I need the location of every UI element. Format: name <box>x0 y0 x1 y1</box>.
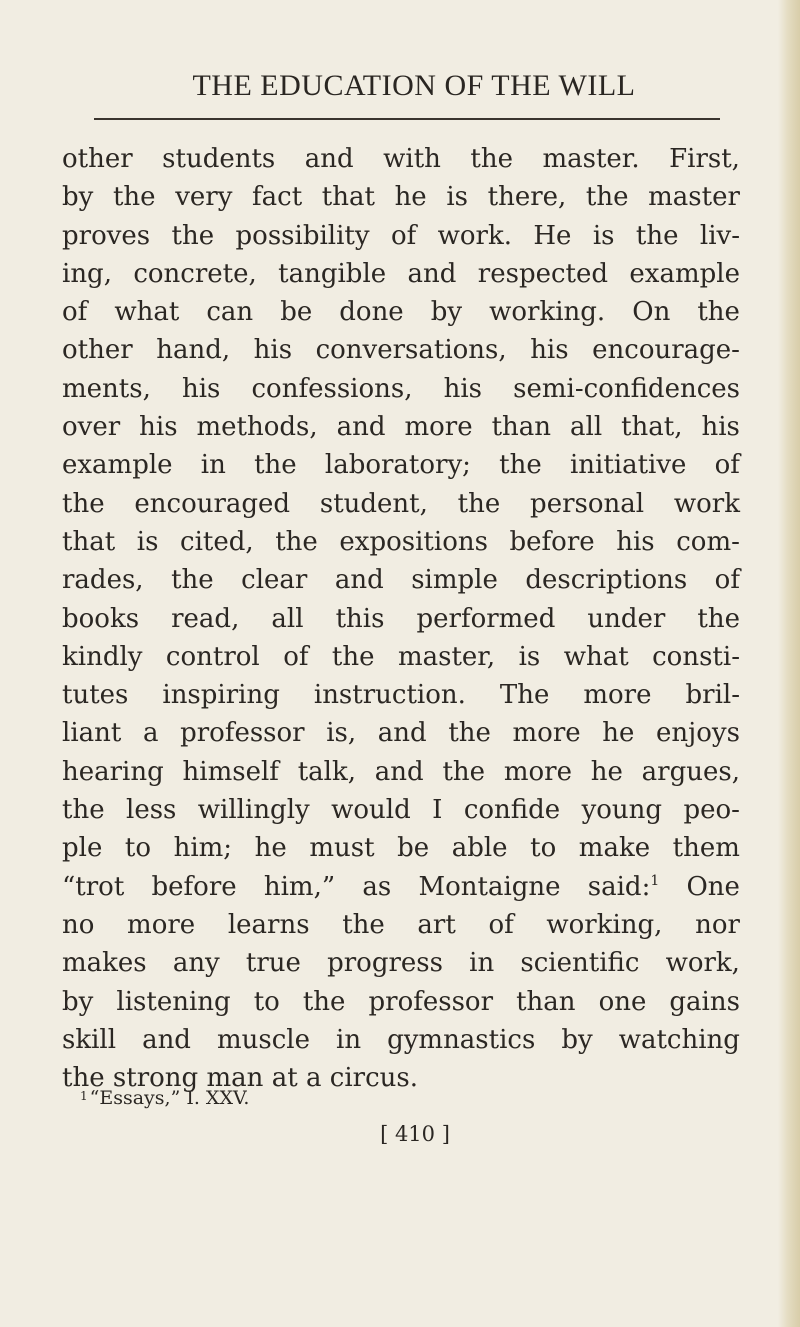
text-line: other students and with the master. First, <box>62 144 740 174</box>
text-line: ple to him; he must be able to make them <box>62 833 740 864</box>
text-line: ing, concrete, tangible and respected example <box>62 258 740 289</box>
footnote-text: “Essays,” I. XXV. <box>89 1087 250 1109</box>
text-line: over his methods, and more than all that, his <box>62 412 740 443</box>
running-head: THE EDUCATION OF THE WILL <box>192 69 636 102</box>
text-line: the encouraged student, the personal work <box>62 488 740 519</box>
text-line: of what can be done by working. On the <box>62 297 740 328</box>
text-line: proves the possibility of work. He is the liv- <box>62 220 740 251</box>
text-line: tutes inspiring instruction. The more bril- <box>62 680 740 711</box>
text-line: books read, all this performed under the <box>62 603 740 634</box>
text-line: by the very fact that he is there, the master <box>62 182 740 213</box>
text-line: ments, his confessions, his semi-confidences <box>62 373 740 404</box>
text-line: skill and muscle in gymnastics by watching <box>62 1024 740 1055</box>
text-line: no more learns the art of working, nor <box>62 909 740 940</box>
footnote <box>80 1083 249 1111</box>
text-line: rades, the clear and simple descriptions of <box>62 565 740 596</box>
footnote-reference: 1 <box>650 872 660 889</box>
text-line: the less willingly would I confide young peo- <box>62 795 740 826</box>
text-line: makes any true progress in scientific work, <box>62 948 740 979</box>
page-number: [ 410 ] <box>380 1122 450 1146</box>
text-line: hearing himself talk, and the more he argues, <box>62 756 740 787</box>
text-line: other hand, his conversations, his encourage- <box>62 335 740 366</box>
text-line: the strong man at a circus. <box>62 1063 419 1094</box>
body-text <box>62 140 740 1097</box>
footnote-marker: 1 <box>80 1089 88 1103</box>
text-line: liant a professor is, and the more he enjoys <box>62 718 740 749</box>
header-rule <box>94 118 720 120</box>
text-line: that is cited, the expositions before his com- <box>62 526 740 557</box>
text-line: example in the laboratory; the initiative of <box>62 450 740 481</box>
text-line: by listening to the professor than one gains <box>62 986 740 1017</box>
line-tail-word: One <box>686 871 740 902</box>
text-line: kindly control of the master, is what consti- <box>62 641 740 672</box>
text-line: “trot before him,” as Montaigne said:$^1$ One <box>62 868 740 906</box>
